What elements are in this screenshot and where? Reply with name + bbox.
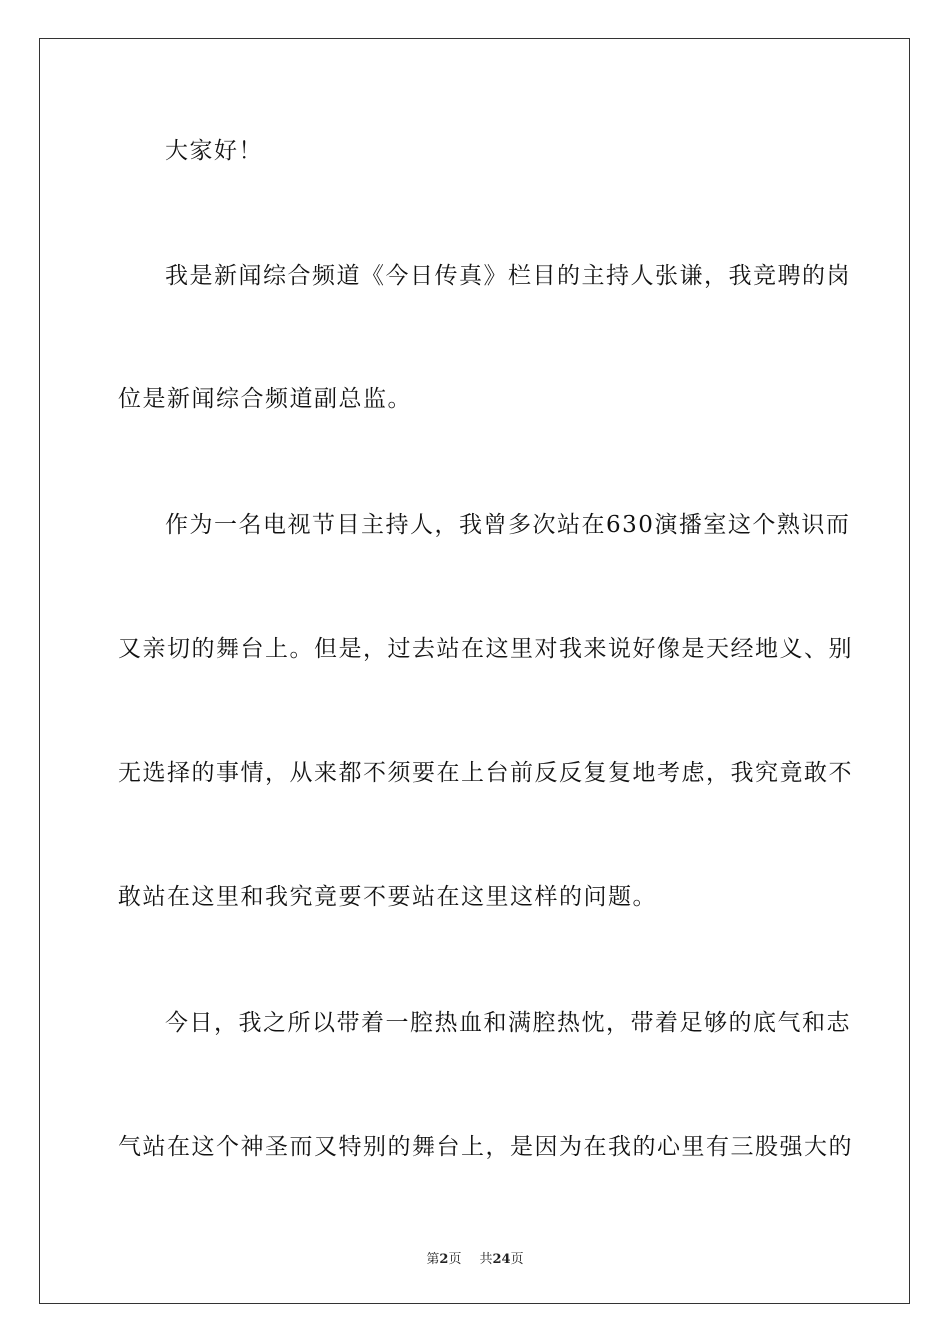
paragraph-line: 无选择的事情，从来都不须要在上台前反反复复地考虑，我究竟敢不 [118, 760, 853, 786]
page-frame [39, 38, 910, 1304]
paragraph-line: 今日，我之所以带着一腔热血和满腔热忱，带着足够的底气和志 [165, 1010, 851, 1036]
paragraph-line: 位是新闻综合频道副总监。 [118, 386, 412, 412]
paragraph-line: 作为一名电视节目主持人，我曾多次站在630演播室这个熟识而 [165, 512, 851, 538]
paragraph-line: 又亲切的舞台上。但是，过去站在这里对我来说好像是天经地义、别 [118, 636, 853, 662]
total-suffix: 页 [510, 1252, 524, 1267]
page-prefix: 第 [426, 1252, 440, 1267]
paragraph-line: 气站在这个神圣而又特别的舞台上，是因为在我的心里有三股强大的 [118, 1134, 853, 1160]
greeting-line: 大家好！ [165, 138, 263, 164]
paragraph-line: 敢站在这里和我究竟要不要站在这里这样的问题。 [118, 884, 657, 910]
total-pages: 24 [492, 1252, 511, 1267]
page-footer [0, 1248, 950, 1267]
page-suffix: 页 [448, 1252, 462, 1267]
page-number: 2 [439, 1252, 449, 1267]
paragraph-line: 我是新闻综合频道《今日传真》栏目的主持人张谦，我竞聘的岗 [165, 263, 851, 289]
total-prefix: 共 [479, 1252, 493, 1267]
